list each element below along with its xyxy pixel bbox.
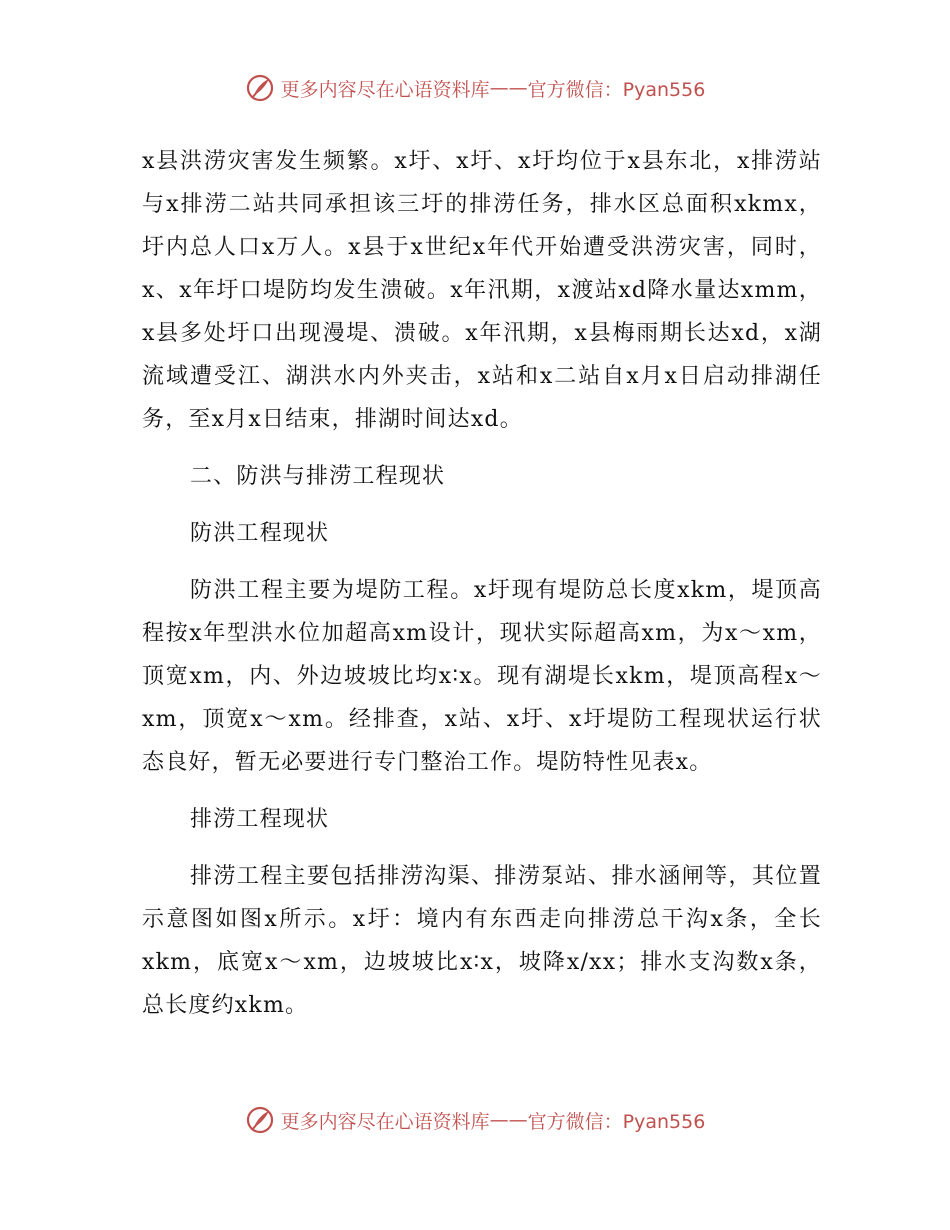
watermark-text: 更多内容尽在心语资料库 [280,78,490,101]
watermark-header [0,73,950,103]
document-body [142,140,822,1027]
section-heading: 二、防洪与排涝工程现状 [190,464,446,489]
watermark-wechat: 官方微信：Pyan556 [527,1110,706,1133]
paragraph-drainage: 排涝工程主要包括排涝沟渠、排涝泵站、排水涵闸等，其位置示意图如图x所示。x圩：境内有东西走向排涝总干沟x条，全长xkm，底宽x～xm，边坡坡比x∶x，坡降x/xx；排水支沟数x条，总长度约xkm。 [142,864,822,1018]
watermark-separator: —— [489,77,528,99]
watermark-text: 更多内容尽在心语资料库 [280,1110,490,1133]
subheading-drainage: 排涝工程现状 [190,807,330,832]
watermark-separator: —— [489,1109,528,1131]
feather-quill-icon [245,73,275,103]
watermark-wechat: 官方微信：Pyan556 [527,78,706,101]
feather-quill-icon [245,1105,275,1135]
watermark-footer [0,1105,950,1135]
paragraph-flood-history: x县洪涝灾害发生频繁。x圩、x圩、x圩均位于x县东北，x排涝站与x排涝二站共同承担该三圩的排涝任务，排水区总面积xkmx，圩内总人口x万人。x县于x世纪x年代开始遭受洪涝灾害，同时，x、x年圩口堤防均发生溃破。x年汛期，x渡站xd降水量达xmm，x县多处圩口出现漫堤、溃破。x年汛期，x县梅雨期长达xd，x湖流域遭受江、湖洪水内外夹击，x站和x二站自x月x日启动排湖任务，至x月x日结束，排湖时间达xd。 [142,149,822,432]
subheading-flood-control: 防洪工程现状 [190,521,330,546]
paragraph-flood-control: 防洪工程主要为堤防工程。x圩现有堤防总长度xkm，堤顶高程按x年型洪水位加超高xm设计，现状实际超高xm，为x～xm，顶宽xm，内、外边坡坡比均x∶x。现有湖堤长xkm，堤顶高程x～xm，顶宽x～xm。经排查，x站、x圩、x圩堤防工程现状运行状态良好，暂无必要进行专门整治工作。堤防特性见表x。 [142,578,822,775]
